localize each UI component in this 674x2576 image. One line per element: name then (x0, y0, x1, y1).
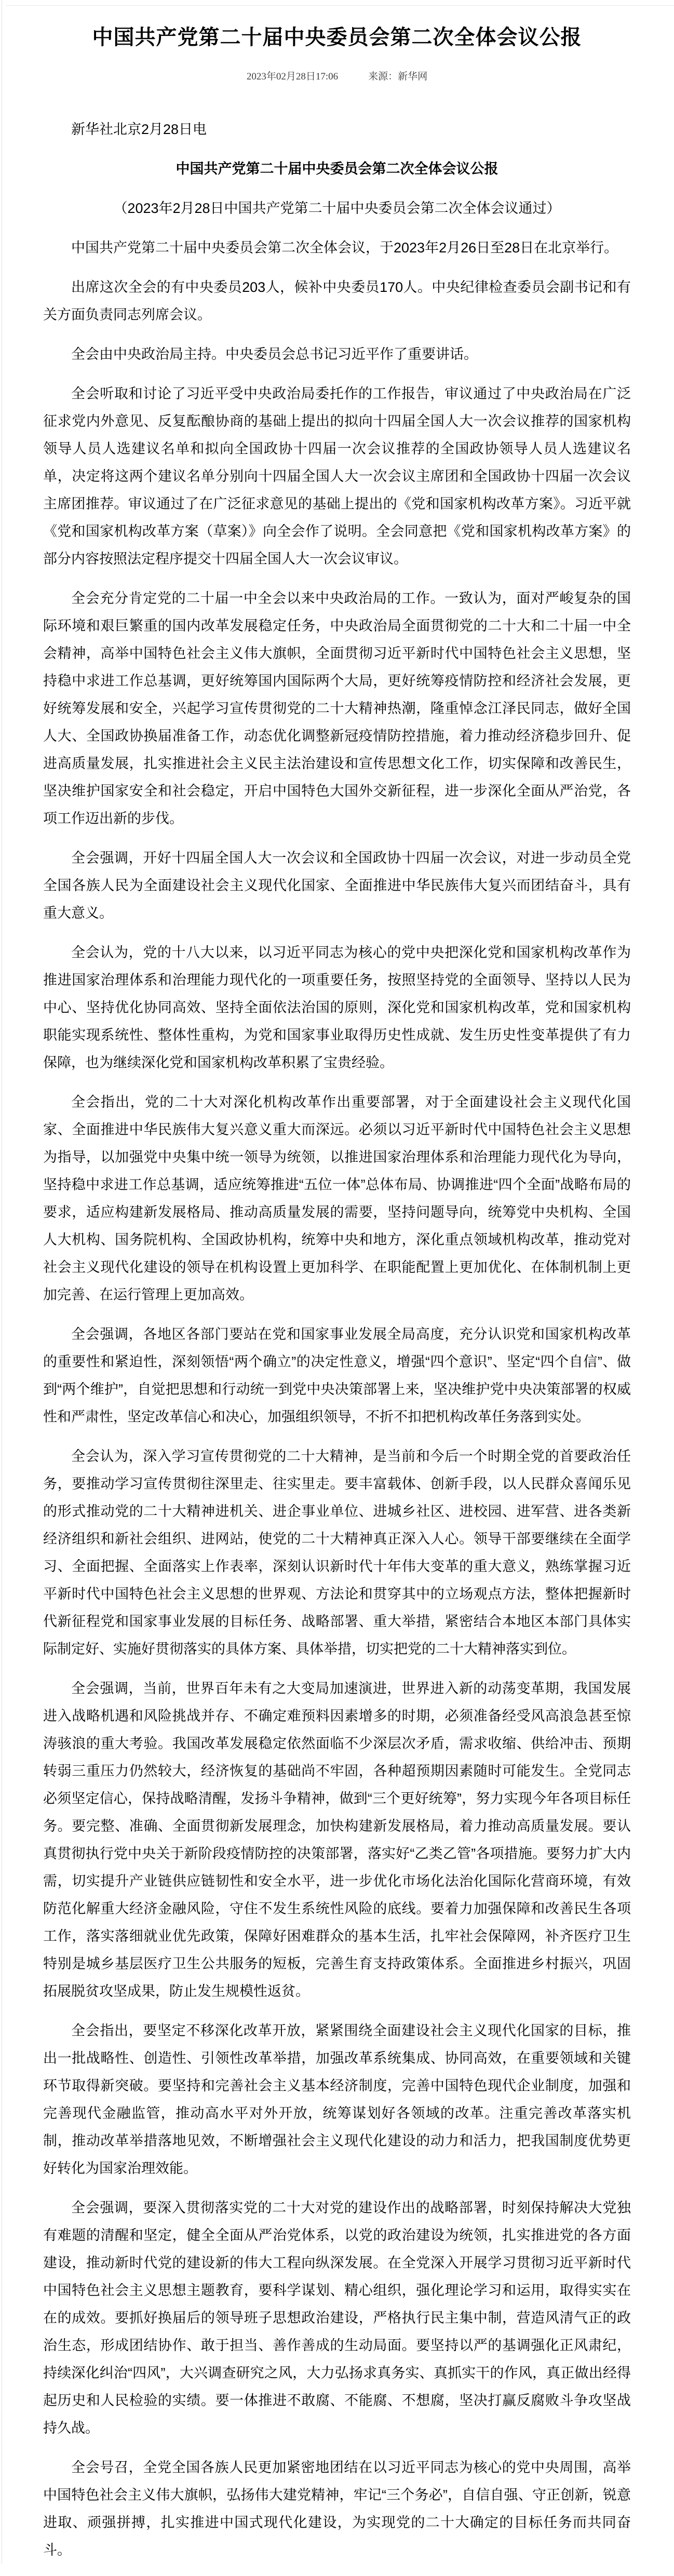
article-paragraph: 全会强调，要深入贯彻落实党的二十大对党的建设作出的战略部署，时刻保持解决大党独有难题的清醒和坚定，健全全面从严治党体系，以党的政治建设为统领，扎实推进党的各方面建设，推动新时代党的建设新的伟大工程向纵深发展。在全党深入开展学习贯彻习近平新时代中国特色社会主义思想主题教育，要科学谋划、精心组织，强化理论学习和运用，取得实实在在的成效。要抓好换届后的领导班子思想政治建设，严格执行民主集中制，营造风清气正的政治生态，形成团结协作、敢于担当、善作善成的生动局面。要坚持以严的基调强化正风肃纪，持续深化纠治“四风”，大兴调查研究之风，大力弘扬求真务实、真抓实干的作风，真正做出经得起历史和人民检验的实绩。要一体推进不敢腐、不能腐、不想腐，坚决打赢反腐败斗争攻坚战持久战。 (43, 2200, 631, 2436)
article-paragraph: 全会强调，开好十四届全国人大一次会议和全国政协十四届一次会议，对进一步动员全党全国各族人民为全面建设社会主义现代化国家、全面推进中华民族伟大复兴而团结奋斗，具有重大意义。 (43, 850, 631, 921)
article-paragraph: 全会认为，党的十八大以来，以习近平同志为核心的党中央把深化党和国家机构改革作为推进国家治理体系和治理能力现代化的一项重要任务，按照坚持党的全面领导、坚持以人民为中心、坚持优化协同高效、坚持全面依法治国的原则，深化党和国家机构改革，党和国家机构职能实现系统性、整体性重构，为党和国家事业取得历史性成就、发生历史性变革提供了有力保障，也为继续深化党和国家机构改革积累了宝贵经验。 (43, 945, 631, 1070)
article-paragraph: 全会充分肯定党的二十届一中全会以来中央政治局的工作。一致认为，面对严峻复杂的国际环境和艰巨繁重的国内改革发展稳定任务，中央政治局全面贯彻党的二十大和二十届一中全会精神，高举中国特色社会主义伟大旗帜，全面贯彻习近平新时代中国特色社会主义思想，坚持稳中求进工作总基调，更好统筹国内国际两个大局，更好统筹疫情防控和经济社会发展，更好统筹发展和安全，兴起学习宣传贯彻党的二十大精神热潮，隆重悼念江泽民同志，做好全国人大、全国政协换届准备工作，动态优化调整新冠疫情防控措施，着力推动经济稳步回升、促进高质量发展，扎实推进社会主义民主法治建设和宣传思想文化工作，切实保障和改善民生，坚决维护国家安全和社会稳定，开启中国特色大国外交新征程，进一步深化全面从严治党，各项工作迈出新的步伐。 (43, 591, 631, 826)
publish-date: 2023年02月28日17:06 (246, 71, 339, 82)
page-title: 中国共产党第二十届中央委员会第二次全体会议公报 (92, 26, 582, 49)
document-subtitle: （2023年2月28日中国共产党第二十届中央委员会第二次全体会议通过） (113, 200, 561, 216)
dateline: 新华社北京2月28日电 (71, 122, 207, 137)
article-meta (43, 69, 631, 83)
article-paragraph: 全会号召，全党全国各族人民更加紧密地团结在以习近平同志为核心的党中央周围，高举中国特色社会主义伟大旗帜，弘扬伟大建党精神，牢记“三个务必”，自信自强、守正创新，锐意进取、顽强拼搏，扎实推进中国式现代化建设，为实现党的二十大确定的目标任务而共同奋斗。 (43, 2460, 631, 2558)
article-paragraph: 全会由中央政治局主持。中央委员会总书记习近平作了重要讲话。 (71, 346, 478, 362)
article-paragraph: 全会认为，深入学习宣传贯彻党的二十大精神，是当前和今后一个时期全党的首要政治任务，要推动学习宣传贯彻往深里走、往实里走。要丰富载体、创新手段，以人民群众喜闻乐见的形式推动党的二十大精神进机关、进企事业单位、进城乡社区、进校园、进军营、进各类新经济组织和新社会组织、进网站，使党的二十大精神真正深入人心。领导干部要继续在全面学习、全面把握、全面落实上作表率，深刻认识新时代十年伟大变革的重大意义，熟练掌握习近平新时代中国特色社会主义思想的世界观、方法论和贯穿其中的立场观点方法，整体把握新时代新征程党和国家事业发展的目标任务、战略部署、重大举措，紧密结合本地区本部门具体实际制定好、实施好贯彻落实的具体方案、具体举措，切实把党的二十大精神落实到位。 (43, 1448, 631, 1657)
article-paragraph: 全会指出，党的二十大对深化机构改革作出重要部署，对于全面建设社会主义现代化国家、全面推进中华民族伟大复兴意义重大而深远。必须以习近平新时代中国特色社会主义思想为指导，以加强党中央集中统一领导为统领，以推进国家治理体系和治理能力现代化为导向，坚持稳中求进工作总基调，适应统筹推进“五位一体”总体布局、协调推进“四个全面”战略布局的要求，适应构建新发展格局、推动高质量发展的需要，坚持问题导向，统筹党中央机构、全国人大机构、国务院机构、全国政协机构，统筹中央和地方，深化重点领域机构改革，推动党对社会主义现代化建设的领导在机构设置上更加科学、在职能配置上更加优化、在体制机制上更加完善、在运行管理上更加高效。 (43, 1094, 631, 1303)
article-paragraph: 全会强调，各地区各部门要站在党和国家事业发展全局高度，充分认识党和国家机构改革的重要性和紧迫性，深刻领悟“两个确立”的决定性意义，增强“四个意识”、坚定“四个自信”、做到“两个维护”，自觉把思想和行动统一到党中央决策部署上来，坚决维护党中央决策部署的权威性和严肃性，坚定改革信心和决心，加强组织领导，不折不扣把机构改革任务落到实处。 (43, 1326, 631, 1425)
article-paragraph: 全会听取和讨论了习近平受中央政治局委托作的工作报告，审议通过了中央政治局在广泛征求党内外意见、反复酝酿协商的基础上提出的拟向十四届全国人大一次会议推荐的国家机构领导人员人选建议名单和拟向全国政协十四届一次会议推荐的全国政协领导人员人选建议名单，决定将这两个建议名单分别向十四届全国人大一次会议主席团和全国政协十四届一次会议主席团推荐。审议通过了在广泛征求意见的基础上提出的《党和国家机构改革方案》。习近平就《党和国家机构改革方案（草案）》向全会作了说明。全会同意把《党和国家机构改革方案》的部分内容按照法定程序提交十四届全国人大一次会议审议。 (43, 386, 631, 567)
article-paragraph: 出席这次全会的有中央委员203人，候补中央委员170人。中央纪律检查委员会副书记和有关方面负责同志列席会议。 (43, 279, 631, 323)
document-title: 中国共产党第二十届中央委员会第二次全体会议公报 (176, 161, 498, 177)
paragraph-list (43, 234, 631, 2564)
source-label: 来源：新华网 (368, 71, 428, 82)
article-body (43, 116, 631, 2564)
article-container (43, 0, 631, 2564)
article-paragraph: 全会指出，要坚定不移深化改革开放，紧紧围绕全面建设社会主义现代化国家的目标，推出一批战略性、创造性、引领性改革举措，加强改革系统集成、协同高效，在重要领域和关键环节取得新突破。要坚持和完善社会主义基本经济制度，完善中国特色现代企业制度，加强和完善现代金融监管，推动高水平对外开放，统筹谋划好各领域的改革。注重完善改革落实机制，推动改革举措落地见效，不断增强社会主义现代化建设的动力和活力，把我国制度优势更好转化为国家治理效能。 (43, 2023, 631, 2176)
article-paragraph: 中国共产党第二十届中央委员会第二次全体会议，于2023年2月26日至28日在北京举行。 (71, 240, 618, 256)
page-top-border (6, 5, 674, 6)
article-paragraph: 全会强调，当前，世界百年未有之大变局加速演进，世界进入新的动荡变革期，我国发展进入战略机遇和风险挑战并存、不确定难预料因素增多的时期，必须准备经受风高浪急甚至惊涛骇浪的重大考验。我国改革发展稳定依然面临不少深层次矛盾，需求收缩、供给冲击、预期转弱三重压力仍然较大，经济恢复的基础尚不牢固，各种超预期因素随时可能发生。全党同志必须坚定信心，保持战略清醒，发扬斗争精神，做到“三个更好统筹”，努力实现今年各项目标任务。要完整、准确、全面贯彻新发展理念，加快构建新发展格局，着力推动高质量发展。要认真贯彻执行党中央关于新阶段疫情防控的决策部署，落实好“乙类乙管”各项措施。要努力扩大内需，切实提升产业链供应链韧性和安全水平，进一步优化市场化法治化国际化营商环境，有效防范化解重大经济金融风险，守住不发生系统性风险的底线。要着力加强保障和改善民生各项工作，落实落细就业优先政策，保障好困难群众的基本生活，扎牢社会保障网，补齐医疗卫生特别是城乡基层医疗卫生公共服务的短板，完善生育支持政策体系。全面推进乡村振兴，巩固拓展脱贫攻坚成果，防止发生规模性返贫。 (43, 1681, 631, 1999)
